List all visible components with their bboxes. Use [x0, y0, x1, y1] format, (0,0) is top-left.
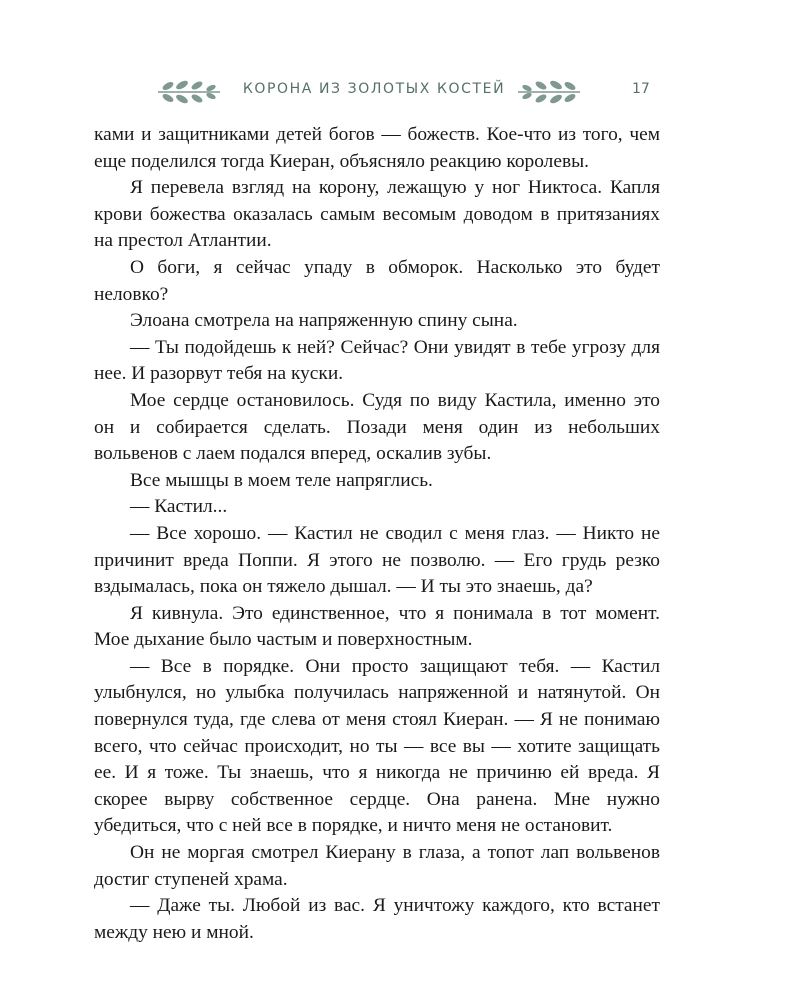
paragraph: — Все хорошо. — Кастил не сводил с меня глаз. — Никто не причинит вреда Поппи. Я этого не позволю. — Его грудь резко вздымалась, пока он тяжело дышал. — И ты это знаешь, да? — [94, 522, 660, 598]
paragraph: — Даже ты. Любой из вас. Я уничтожу каждого, кто встанет между нею и мной. — [94, 895, 660, 943]
paragraph: — Все в порядке. Они просто защищают тебя. — Кастил улыбнулся, но улыбка получилась напряженной и натянутой. Он повернулся туда, где слева от меня стоял Киеран. — Я не понимаю всего, что сейчас происходит, но ты — все вы — хотите защищать ее. И я тоже. Ты знаешь, что я никогда не причиню ей вреда. Я скорее вырву собственное сердце. Она ранена. Мне нужно убедиться, что с ней все в порядке, и ничто меня не остановит. — [94, 655, 660, 837]
running-head — [150, 74, 660, 110]
paragraph: ками и защитниками детей богов — божеств. Кое-что из того, чем еще поделился тогда Киеран, объясняло реакцию королевы. — [94, 124, 660, 172]
paragraph: — Ты подойдешь к ней? Сейчас? Они увидят в тебе угрозу для нее. И разорвут тебя на куски. — [94, 336, 660, 385]
paragraph: Я перевела взгляд на корону, лежащую у ног Никтоса. Капля крови божества оказалась самым весомым доводом в притязаниях на престол Атлантии. — [94, 177, 660, 252]
paragraph: Он не моргая смотрел Киерану в глаза, а топот лап вольвенов достиг ступеней храма. — [94, 842, 660, 890]
paragraph: О боги, я сейчас упаду в обморок. Насколько это будет неловко? — [94, 256, 660, 305]
running-head-title: КОРОНА ИЗ ЗОЛОТЫХ КОСТЕЙ — [242, 81, 506, 97]
paragraph: Мое сердце остановилось. Судя по виду Кастила, именно это он и собирается сделать. Позади меня один из небольших вольвенов с лаем подался вперед, оскалив зубы. — [94, 389, 660, 465]
paragraph: Все мышцы в моем теле напряглись. — [130, 469, 433, 491]
page-number: 17 — [632, 81, 650, 97]
paragraph: Элоана смотрела на напряженную спину сына. — [130, 310, 518, 332]
body-text — [94, 122, 660, 946]
paragraph: Я кивнула. Это единственное, что я понимала в тот момент. Мое дыхание было частым и поверхностным. — [94, 602, 660, 651]
laurel-branch-icon — [156, 78, 222, 106]
paragraph: — Кастил... — [130, 496, 228, 518]
laurel-branch-icon — [516, 78, 582, 106]
